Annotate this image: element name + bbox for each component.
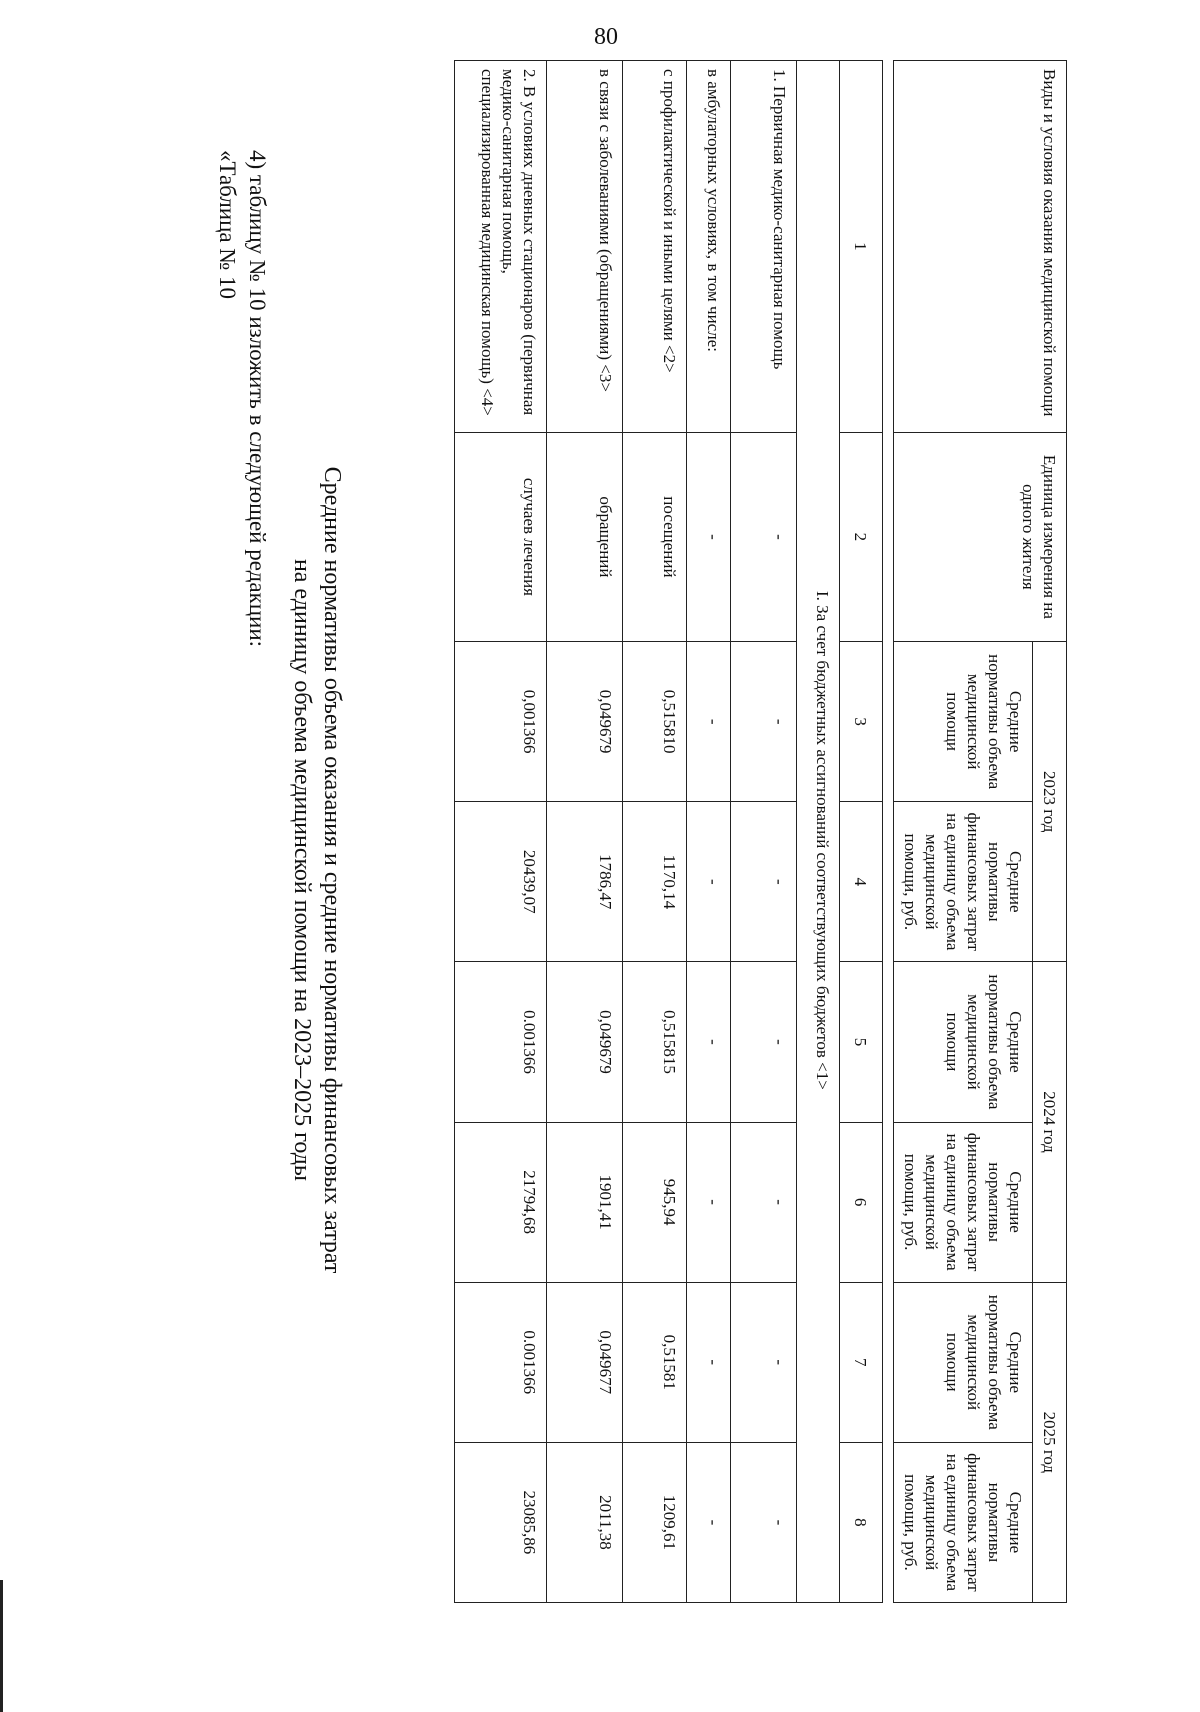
col-number-3: 3 (840, 642, 883, 802)
col-number-5: 5 (840, 962, 883, 1122)
row-volume-2023: 0,049679 (547, 642, 623, 802)
row-volume-2024: - (687, 962, 731, 1122)
row-volume-2024: - (731, 962, 797, 1122)
row-cost-2025: 23085,86 (455, 1442, 547, 1602)
title-line-1: Средние нормативы объема оказания и средние нормативы финансовых затрат (319, 466, 345, 1274)
col-number-2: 2 (840, 432, 883, 641)
row-cost-2023: 1786,47 (547, 802, 623, 962)
table-row (687, 61, 731, 1603)
row-cost-2024: 21794,68 (455, 1122, 547, 1282)
separator-cell (883, 61, 894, 1603)
col-number-7: 7 (840, 1282, 883, 1442)
row-volume-2024: 0,515815 (623, 962, 687, 1122)
row-volume-2025: 0,049677 (547, 1282, 623, 1442)
row-unit: обращений (547, 432, 623, 641)
header-kind: Виды и условия оказания медицинской помощи (894, 61, 1067, 433)
row-cost-2025: - (731, 1442, 797, 1602)
row-cost-2024: - (731, 1122, 797, 1282)
col-number-1: 1 (840, 61, 883, 433)
row-volume-2025: - (731, 1282, 797, 1442)
row-cost-2024: 945,94 (623, 1122, 687, 1282)
row-unit: случаев лечения (455, 432, 547, 641)
header-cost-2023: Средние нормативы финансовых затрат на единицу объема медицинской помощи, руб. (894, 802, 1033, 962)
row-volume-2023: 0,515810 (623, 642, 687, 802)
row-volume-2024: 0,049679 (547, 962, 623, 1122)
header-row-1 (1033, 61, 1067, 1603)
col-number-6: 6 (840, 1122, 883, 1282)
table-row (547, 61, 623, 1603)
table-row (623, 61, 687, 1603)
header-volume-2025: Средние нормативы объема медицинской помощи (894, 1282, 1033, 1442)
intro-line-1: 4) таблицу № 10 изложить в следующей редакции: (245, 150, 270, 648)
row-cost-2023: 20439,07 (455, 802, 547, 962)
row-cost-2025: - (687, 1442, 731, 1602)
title-line-2: на единицу объема медицинской помощи на 2023–2025 годы (289, 558, 315, 1182)
row-kind: с профилактической и иными целями <2> (623, 61, 687, 433)
intro-line-2: «Таблица № 10 (215, 150, 240, 300)
row-unit: - (687, 432, 731, 641)
header-volume-2023: Средние нормативы объема медицинской помощи (894, 642, 1033, 802)
row-cost-2024: - (687, 1122, 731, 1282)
row-volume-2024: 0.001366 (455, 962, 547, 1122)
header-volume-2024: Средние нормативы объема медицинской помощи (894, 962, 1033, 1122)
norms-table (454, 60, 1067, 1603)
row-kind: в связи с заболеваниями (обращениями) <3> (547, 61, 623, 433)
page-number: 80 (594, 24, 618, 50)
row-kind: в амбулаторных условиях, в том числе: (687, 61, 731, 433)
scan-edge (0, 1580, 3, 1712)
row-cost-2023: 1170,14 (623, 802, 687, 962)
section-title: I. За счет бюджетных ассигнований соответствующих бюджетов <1> (797, 61, 840, 1603)
table-row (731, 61, 797, 1603)
row-cost-2025: 2011,38 (547, 1442, 623, 1602)
column-number-row (840, 61, 883, 1603)
header-year-2024: 2024 год (1033, 962, 1067, 1282)
row-volume-2023: 0,001366 (455, 642, 547, 802)
row-cost-2024: 1901,41 (547, 1122, 623, 1282)
row-volume-2025: 0.001366 (455, 1282, 547, 1442)
row-volume-2023: - (731, 642, 797, 802)
row-volume-2025: - (687, 1282, 731, 1442)
row-unit: посещений (623, 432, 687, 641)
header-year-2025: 2025 год (1033, 1282, 1067, 1602)
table-row (455, 61, 547, 1603)
document-title (287, 170, 347, 1570)
section-row (797, 61, 840, 1603)
row-cost-2025: 1209,61 (623, 1442, 687, 1602)
col-number-8: 8 (840, 1442, 883, 1602)
col-number-4: 4 (840, 802, 883, 962)
separator-row (883, 61, 894, 1603)
header-unit: Единица измерения на одного жителя (894, 432, 1067, 641)
row-kind: 2. В условиях дневных стационаров (первичная медико-санитарная помощь, специализированная медицинская помощь) <4> (455, 61, 547, 433)
header-cost-2024: Средние нормативы финансовых затрат на единицу объема медицинской помощи, руб. (894, 1122, 1033, 1282)
rotated-content (77, 60, 1157, 1660)
intro-text (212, 150, 272, 647)
row-volume-2023: - (687, 642, 731, 802)
row-cost-2023: - (687, 802, 731, 962)
row-kind: 1. Первичная медико-санитарная помощь (731, 61, 797, 433)
header-year-2023: 2023 год (1033, 642, 1067, 962)
row-cost-2023: - (731, 802, 797, 962)
row-unit: - (731, 432, 797, 641)
header-cost-2025: Средние нормативы финансовых затрат на единицу объема медицинской помощи, руб. (894, 1442, 1033, 1602)
row-volume-2025: 0,51581 (623, 1282, 687, 1442)
